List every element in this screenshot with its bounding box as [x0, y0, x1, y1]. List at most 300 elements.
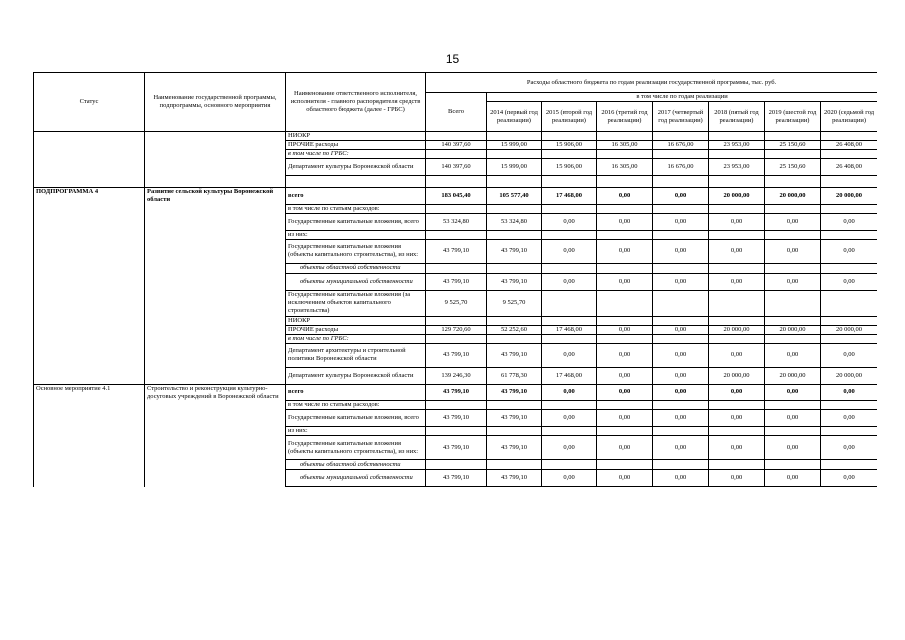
row-year-value: 9 525,70 [487, 290, 542, 316]
row-total-value [426, 427, 487, 436]
row-program-name [145, 239, 286, 263]
row-year-value: 0,00 [709, 343, 765, 367]
row-program-name [145, 132, 286, 141]
header-year: 2018 (пятый год реализации) [709, 102, 765, 132]
row-program-name [145, 204, 286, 213]
header-total: Всего [426, 93, 487, 132]
row-total-value: 43 799,10 [426, 273, 487, 290]
row-item-label: Департамент культуры Воронежской области [286, 159, 426, 176]
row-total-value: 43 799,10 [426, 343, 487, 367]
row-item-label: в том числе по статьям расходов: [286, 204, 426, 213]
row-program-name [145, 325, 286, 334]
row-year-value: 0,00 [765, 470, 821, 487]
row-total-value: 140 397,60 [426, 159, 487, 176]
row-year-value [709, 316, 765, 325]
row-status [34, 334, 145, 343]
row-year-value [709, 150, 765, 159]
row-program-name [145, 460, 286, 470]
row-status [34, 141, 145, 150]
row-program-name [145, 316, 286, 325]
row-item-label: в том числе по ГРБС: [286, 334, 426, 343]
row-item-label: ПРОЧИЕ расходы [286, 325, 426, 334]
row-status [34, 325, 145, 334]
row-year-value: 20 000,00 [709, 188, 765, 205]
row-total-value: 43 799,10 [426, 470, 487, 487]
row-item-label: объекты областной собственности [286, 263, 426, 273]
row-year-value [765, 176, 821, 188]
row-year-value: 0,00 [653, 273, 709, 290]
row-total-value: 43 799,10 [426, 410, 487, 427]
table-row [34, 213, 878, 230]
row-year-value [709, 176, 765, 188]
row-year-value: 23 953,00 [709, 141, 765, 150]
header-year: 2014 (первый год реализации) [487, 102, 542, 132]
row-year-value: 0,00 [653, 384, 709, 401]
row-year-value: 0,00 [765, 384, 821, 401]
row-year-value: 0,00 [709, 470, 765, 487]
row-year-value: 17 468,00 [542, 325, 597, 334]
row-total-value [426, 204, 487, 213]
row-year-value: 0,00 [709, 213, 765, 230]
row-year-value: 0,00 [597, 436, 653, 460]
table-row [34, 141, 878, 150]
table-row [34, 150, 878, 159]
row-year-value [597, 204, 653, 213]
row-program-name [145, 213, 286, 230]
row-total-value: 43 799,10 [426, 384, 487, 401]
row-item-label [286, 176, 426, 188]
row-year-value [765, 401, 821, 410]
row-year-value: 0,00 [709, 410, 765, 427]
row-year-value [765, 334, 821, 343]
row-year-value [542, 334, 597, 343]
row-program-name [145, 273, 286, 290]
row-year-value [487, 316, 542, 325]
table-row [34, 401, 878, 410]
row-year-value [709, 401, 765, 410]
row-total-value [426, 401, 487, 410]
row-year-value [597, 150, 653, 159]
row-year-value [487, 150, 542, 159]
row-year-value [597, 290, 653, 316]
row-item-label: объекты муниципальной собственности [286, 273, 426, 290]
row-year-value [821, 150, 878, 159]
row-year-value [542, 427, 597, 436]
row-year-value: 23 953,00 [709, 159, 765, 176]
row-year-value: 0,00 [765, 436, 821, 460]
row-year-value: 0,00 [653, 367, 709, 384]
row-status [34, 273, 145, 290]
budget-table [33, 72, 877, 487]
row-status [34, 343, 145, 367]
row-program-name [145, 470, 286, 487]
row-year-value: 20 000,00 [765, 367, 821, 384]
row-year-value [765, 427, 821, 436]
row-year-value [487, 427, 542, 436]
row-year-value [542, 263, 597, 273]
row-year-value: 43 799,10 [487, 273, 542, 290]
row-year-value: 0,00 [821, 384, 878, 401]
row-year-value [821, 230, 878, 239]
row-year-value [542, 150, 597, 159]
row-total-value [426, 230, 487, 239]
row-status [34, 159, 145, 176]
row-year-value [542, 290, 597, 316]
row-year-value: 0,00 [542, 273, 597, 290]
row-year-value: 15 999,00 [487, 141, 542, 150]
table-row [34, 316, 878, 325]
row-year-value [821, 334, 878, 343]
row-year-value: 0,00 [597, 188, 653, 205]
row-program-name [145, 263, 286, 273]
row-year-value: 0,00 [765, 273, 821, 290]
row-status [34, 316, 145, 325]
row-year-value: 0,00 [653, 239, 709, 263]
row-year-value: 0,00 [765, 239, 821, 263]
row-year-value [765, 290, 821, 316]
row-year-value [821, 401, 878, 410]
row-year-value [597, 176, 653, 188]
row-program-name [145, 343, 286, 367]
row-status [34, 460, 145, 470]
row-year-value: 0,00 [821, 213, 878, 230]
table-row [34, 188, 878, 205]
row-item-label: Государственные капитальные вложения, всего [286, 410, 426, 427]
row-year-value [653, 427, 709, 436]
row-program-name [145, 159, 286, 176]
row-year-value: 0,00 [542, 239, 597, 263]
table-body [34, 132, 878, 487]
table-row [34, 263, 878, 273]
header-program-name: Наименование государственной программы, подпрограммы, основного мероприятия [145, 73, 286, 132]
row-total-value: 43 799,10 [426, 436, 487, 460]
row-year-value: 43 799,10 [487, 436, 542, 460]
row-year-value [597, 316, 653, 325]
row-year-value [653, 176, 709, 188]
row-year-value [487, 230, 542, 239]
row-year-value [597, 230, 653, 239]
row-year-value [487, 132, 542, 141]
row-year-value: 25 150,60 [765, 141, 821, 150]
row-year-value [597, 132, 653, 141]
table-row [34, 204, 878, 213]
row-year-value [653, 316, 709, 325]
row-year-value: 0,00 [653, 343, 709, 367]
row-total-value: 53 324,80 [426, 213, 487, 230]
row-item-label: НИОКР [286, 316, 426, 325]
table-row [34, 230, 878, 239]
row-year-value: 0,00 [653, 436, 709, 460]
row-year-value: 0,00 [597, 343, 653, 367]
row-year-value: 17 468,00 [542, 367, 597, 384]
row-year-value [653, 290, 709, 316]
row-year-value: 15 906,00 [542, 159, 597, 176]
table-row [34, 239, 878, 263]
row-year-value: 0,00 [765, 213, 821, 230]
row-program-name [145, 141, 286, 150]
header-expenses-title: Расходы областного бюджета по годам реализации государственной программы, тыс. руб. [426, 73, 878, 93]
row-year-value [487, 204, 542, 213]
row-year-value [542, 460, 597, 470]
row-year-value [542, 204, 597, 213]
row-status [34, 150, 145, 159]
row-program-name: Строительство и реконструкция культурно-досуговых учреждений в Воронежской области [145, 384, 286, 401]
row-total-value [426, 176, 487, 188]
row-year-value: 16 676,00 [653, 159, 709, 176]
row-year-value [821, 263, 878, 273]
row-year-value: 0,00 [653, 470, 709, 487]
row-total-value [426, 132, 487, 141]
row-year-value [821, 290, 878, 316]
table-row [34, 427, 878, 436]
row-year-value: 15 906,00 [542, 141, 597, 150]
row-year-value: 15 999,00 [487, 159, 542, 176]
row-year-value [487, 176, 542, 188]
row-year-value [709, 427, 765, 436]
row-year-value: 0,00 [653, 188, 709, 205]
row-year-value [542, 401, 597, 410]
row-year-value: 0,00 [765, 343, 821, 367]
row-year-value [653, 263, 709, 273]
row-year-value [597, 334, 653, 343]
table-row [34, 470, 878, 487]
row-status [34, 230, 145, 239]
row-year-value [487, 460, 542, 470]
header-year: 2015 (второй год реализации) [542, 102, 597, 132]
row-item-label: в том числе по ГРБС: [286, 150, 426, 159]
row-item-label: объекты муниципальной собственности [286, 470, 426, 487]
table-row [34, 273, 878, 290]
row-year-value [487, 334, 542, 343]
row-year-value [765, 316, 821, 325]
row-year-value [709, 290, 765, 316]
row-year-value: 0,00 [542, 470, 597, 487]
row-year-value: 16 305,00 [597, 141, 653, 150]
row-item-label: ПРОЧИЕ расходы [286, 141, 426, 150]
row-year-value: 0,00 [709, 239, 765, 263]
row-year-value: 43 799,10 [487, 384, 542, 401]
row-year-value [821, 204, 878, 213]
row-year-value: 20 000,00 [709, 325, 765, 334]
row-year-value [653, 460, 709, 470]
table-row [34, 176, 878, 188]
row-year-value: 26 408,00 [821, 159, 878, 176]
header-year: 2017 (четвертый год реализации) [653, 102, 709, 132]
table-row [34, 325, 878, 334]
table-row [34, 436, 878, 460]
row-year-value [709, 263, 765, 273]
row-year-value [542, 132, 597, 141]
row-year-value: 0,00 [597, 470, 653, 487]
table-row [34, 290, 878, 316]
row-total-value [426, 460, 487, 470]
row-item-label: Государственные капитальные вложения (объекты капитального строительства), из них: [286, 239, 426, 263]
row-program-name [145, 410, 286, 427]
row-year-value [597, 263, 653, 273]
row-year-value: 0,00 [597, 410, 653, 427]
row-item-label: всего [286, 384, 426, 401]
row-item-label: Департамент культуры Воронежской области [286, 367, 426, 384]
row-year-value: 0,00 [597, 325, 653, 334]
row-year-value: 0,00 [597, 384, 653, 401]
row-item-label: Государственные капитальные вложения, всего [286, 213, 426, 230]
row-year-value [765, 204, 821, 213]
row-year-value [709, 132, 765, 141]
row-year-value: 52 252,60 [487, 325, 542, 334]
table-row [34, 384, 878, 401]
row-total-value: 183 045,40 [426, 188, 487, 205]
row-year-value [653, 204, 709, 213]
row-program-name [145, 401, 286, 410]
table-row [34, 460, 878, 470]
row-year-value: 0,00 [597, 273, 653, 290]
row-status [34, 239, 145, 263]
row-year-value [821, 427, 878, 436]
row-status [34, 263, 145, 273]
row-program-name: Развитие сельской культуры Воронежской области [145, 188, 286, 205]
row-status [34, 436, 145, 460]
row-year-value [821, 176, 878, 188]
row-year-value: 0,00 [709, 384, 765, 401]
row-item-label: Департамент архитектуры и строительной политики Воронежской области [286, 343, 426, 367]
row-program-name [145, 150, 286, 159]
row-year-value: 53 324,80 [487, 213, 542, 230]
row-year-value [597, 401, 653, 410]
table-row [34, 334, 878, 343]
row-year-value: 20 000,00 [765, 188, 821, 205]
row-status [34, 427, 145, 436]
table-row [34, 159, 878, 176]
row-item-label: всего [286, 188, 426, 205]
row-total-value: 129 720,60 [426, 325, 487, 334]
row-total-value [426, 316, 487, 325]
row-year-value [653, 150, 709, 159]
row-status [34, 176, 145, 188]
row-year-value: 43 799,10 [487, 239, 542, 263]
row-year-value [709, 230, 765, 239]
row-year-value: 20 000,00 [821, 188, 878, 205]
row-year-value [653, 132, 709, 141]
row-year-value: 0,00 [542, 343, 597, 367]
header-year: 2019 (шестой год реализации) [765, 102, 821, 132]
row-year-value: 43 799,10 [487, 343, 542, 367]
row-program-name [145, 334, 286, 343]
row-year-value [821, 316, 878, 325]
row-year-value [487, 263, 542, 273]
row-year-value: 0,00 [821, 410, 878, 427]
table-row [34, 132, 878, 141]
row-year-value: 0,00 [765, 410, 821, 427]
header-executor: Наименование ответственного исполнителя, исполнителя - главного распорядителя средств областного бюджета (далее - ГРБС) [286, 73, 426, 132]
row-year-value [487, 401, 542, 410]
row-year-value: 61 778,30 [487, 367, 542, 384]
row-year-value [653, 334, 709, 343]
row-year-value: 0,00 [821, 470, 878, 487]
budget-table-frame [33, 72, 877, 582]
row-year-value: 16 676,00 [653, 141, 709, 150]
row-year-value: 0,00 [542, 213, 597, 230]
row-item-label: объекты областной собственности [286, 460, 426, 470]
row-year-value: 17 468,00 [542, 188, 597, 205]
row-program-name [145, 230, 286, 239]
row-status: ПОДПРОГРАММА 4 [34, 188, 145, 205]
header-year: 2020 (седьмой год реализации) [821, 102, 878, 132]
row-year-value: 20 000,00 [709, 367, 765, 384]
row-year-value [542, 316, 597, 325]
row-year-value: 0,00 [542, 436, 597, 460]
row-year-value [709, 460, 765, 470]
row-year-value: 0,00 [597, 239, 653, 263]
table-row [34, 410, 878, 427]
header-status: Статус [34, 73, 145, 132]
row-year-value: 0,00 [821, 343, 878, 367]
row-program-name [145, 427, 286, 436]
table-row [34, 343, 878, 367]
row-year-value [765, 263, 821, 273]
row-program-name [145, 176, 286, 188]
row-year-value [709, 204, 765, 213]
row-total-value [426, 150, 487, 159]
row-total-value: 139 246,30 [426, 367, 487, 384]
row-total-value: 140 397,60 [426, 141, 487, 150]
row-year-value: 0,00 [709, 436, 765, 460]
row-year-value: 0,00 [653, 410, 709, 427]
row-year-value: 0,00 [709, 273, 765, 290]
row-year-value: 105 577,40 [487, 188, 542, 205]
row-year-value: 43 799,10 [487, 410, 542, 427]
header-year: 2016 (третий год реализации) [597, 102, 653, 132]
row-year-value: 20 000,00 [821, 325, 878, 334]
row-year-value: 20 000,00 [821, 367, 878, 384]
row-total-value [426, 263, 487, 273]
row-year-value [821, 460, 878, 470]
row-item-label: НИОКР [286, 132, 426, 141]
row-program-name [145, 367, 286, 384]
row-year-value: 0,00 [653, 325, 709, 334]
row-status [34, 290, 145, 316]
row-year-value: 20 000,00 [765, 325, 821, 334]
row-year-value [765, 460, 821, 470]
row-year-value: 0,00 [597, 367, 653, 384]
row-status [34, 213, 145, 230]
row-status: Основное мероприятие 4.1 [34, 384, 145, 401]
row-year-value [653, 401, 709, 410]
row-total-value: 43 799,10 [426, 239, 487, 263]
row-item-label: из них: [286, 230, 426, 239]
row-year-value: 25 150,60 [765, 159, 821, 176]
row-item-label: в том числе по статьям расходов: [286, 401, 426, 410]
row-status [34, 401, 145, 410]
row-year-value [765, 230, 821, 239]
row-year-value [597, 460, 653, 470]
row-program-name [145, 290, 286, 316]
row-year-value: 0,00 [821, 239, 878, 263]
row-year-value [653, 230, 709, 239]
row-year-value: 0,00 [653, 213, 709, 230]
row-year-value [765, 132, 821, 141]
row-item-label: из них: [286, 427, 426, 436]
row-year-value: 0,00 [542, 384, 597, 401]
row-total-value: 9 525,70 [426, 290, 487, 316]
row-year-value: 26 408,00 [821, 141, 878, 150]
row-status [34, 204, 145, 213]
row-item-label: Государственные капитальные вложения (объекты капитального строительства), из них: [286, 436, 426, 460]
row-program-name [145, 436, 286, 460]
header-by-years: в том числе по годам реализации [487, 93, 878, 102]
row-status [34, 410, 145, 427]
row-year-value: 0,00 [821, 436, 878, 460]
row-year-value: 0,00 [821, 273, 878, 290]
